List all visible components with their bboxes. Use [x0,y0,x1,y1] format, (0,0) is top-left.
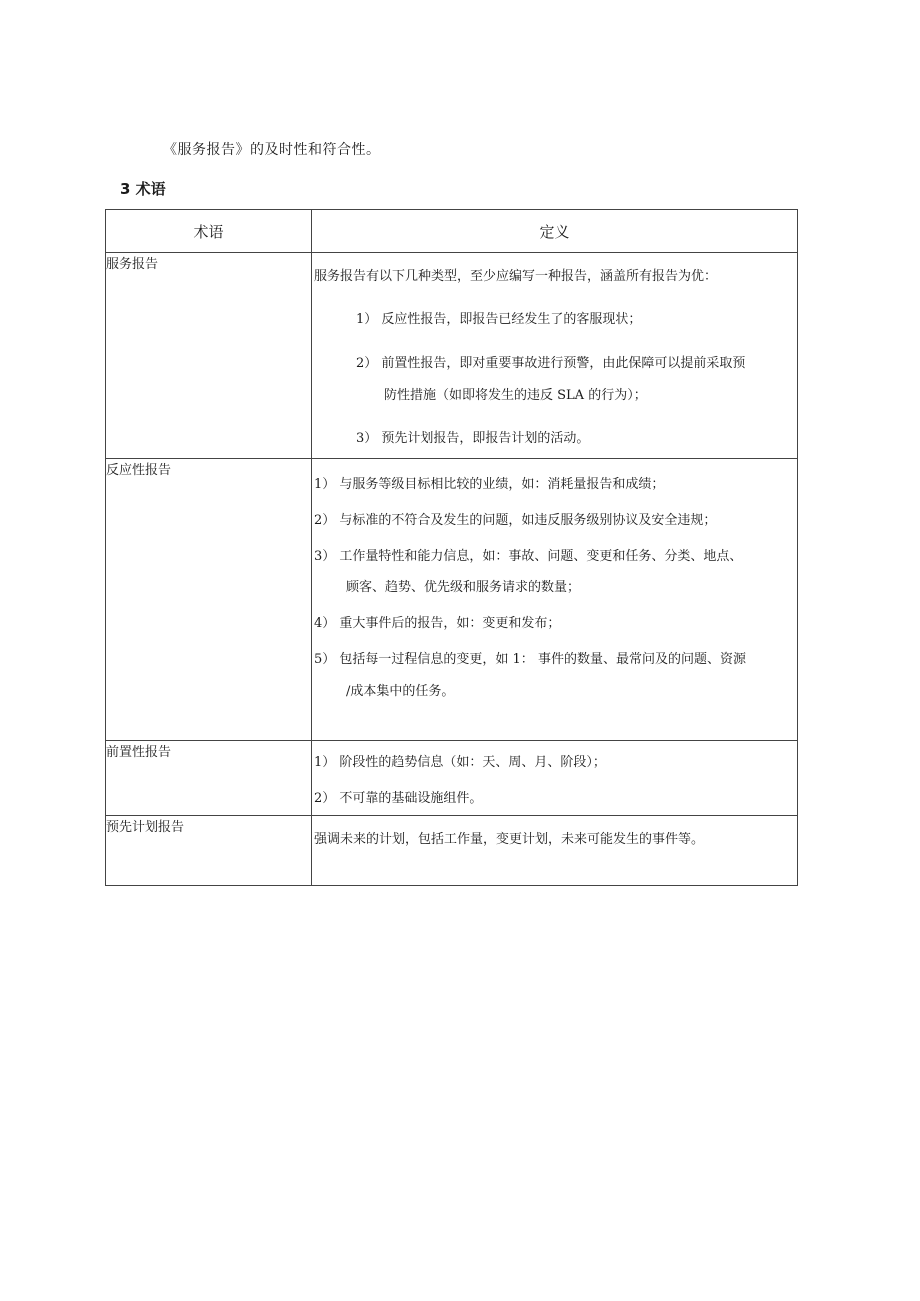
definition-cell [312,459,798,741]
definition-line: 防性措施（如即将发生的违反 SLA 的行为）； [384,388,647,403]
term-cell: 预先计划报告 [106,816,312,886]
definition-line: 3） 工作量特性和能力信息，如：事故、问题、变更和任务、分类、地点、 [314,549,743,564]
definition-line: 2） 不可靠的基础设施组件。 [314,791,483,806]
term-cell: 服务报告 [106,253,312,459]
table-header-row [106,210,798,253]
definition-cell [312,253,798,459]
definition-line: 1） 反应性报告，即报告已经发生了的客服现状； [356,312,642,327]
definition-line: 2） 与标准的不符合及发生的问题，如违反服务级别协议及安全违规； [314,513,717,528]
term-cell: 前置性报告 [106,741,312,816]
definition-line: 4） 重大事件后的报告，如：变更和发布； [314,616,561,631]
definition-cell [312,741,798,816]
table-row [106,741,798,816]
table-row [106,459,798,741]
definition-line: /成本集中的任务。 [346,684,455,699]
intro-text: 《服务报告》的及时性和符合性。 [163,142,381,158]
term-cell: 反应性报告 [106,459,312,741]
definition-line: 5） 包括每一过程信息的变更，如 1： 事件的数量、最常问及的问题、资源 [314,652,746,667]
definition-cell [312,816,798,886]
definition-line: 服务报告有以下几种类型，至少应编写一种报告，涵盖所有报告为优： [314,269,718,284]
definition-line: 3） 预先计划报告，即报告计划的活动。 [356,431,590,446]
section-heading: 3 术语 [120,180,166,198]
definition-line: 2） 前置性报告，即对重要事故进行预警，由此保障可以提前采取预 [356,356,746,371]
header-definition: 定义 [312,210,798,253]
table-row [106,816,798,886]
definition-line: 1） 阶段性的趋势信息（如：天、周、月、阶段）； [314,755,606,770]
table-row [106,253,798,459]
definition-line: 顾客、趋势、优先级和服务请求的数量； [346,580,581,595]
header-term: 术语 [106,210,312,253]
definition-line: 1） 与服务等级目标相比较的业绩，如：消耗量报告和成绩； [314,477,665,492]
terms-table [105,209,798,886]
definition-line: 强调未来的计划，包括工作量，变更计划，未来可能发生的事件等。 [314,832,705,847]
